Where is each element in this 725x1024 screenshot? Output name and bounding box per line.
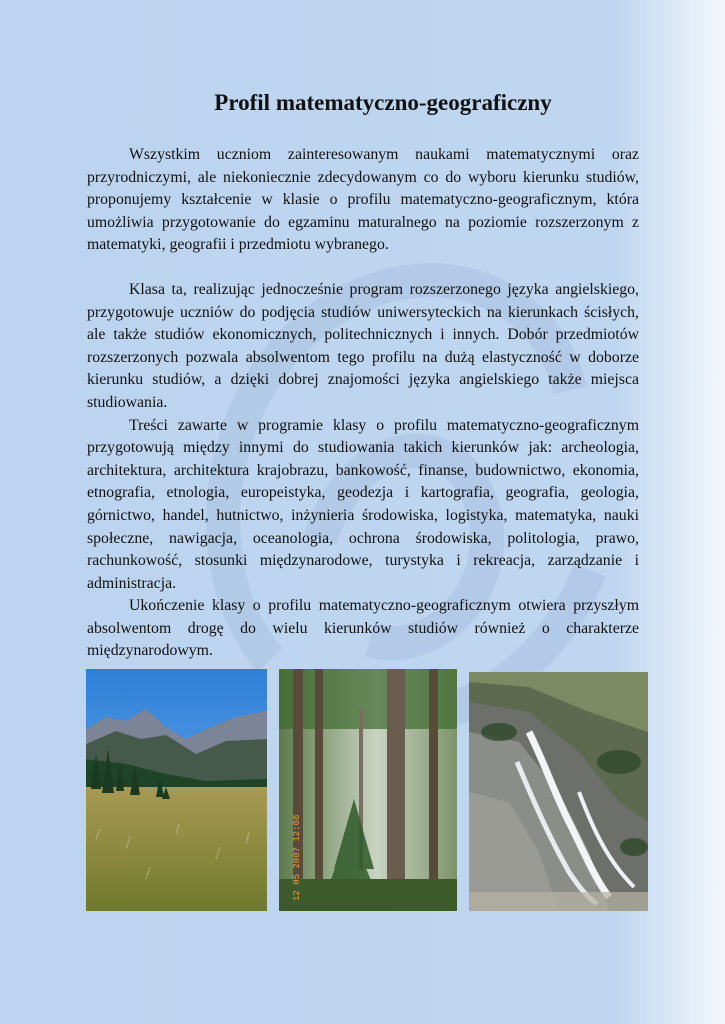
paragraph-conclusion: Ukończenie klasy o profilu matematyczno-geograficznym otwiera przyszłym absolwentom drogę do wielu kierunków studiów również o charakterze międzynarodowym. bbox=[87, 597, 639, 660]
page-title: Profil matematyczno-geograficzny bbox=[214, 90, 552, 115]
paragraph-intro: Wszystkim uczniom zainteresowanym naukami matematycznymi oraz przyrodniczymi, ale niekoniecznie zdecydowanym co do wyboru kierunku studiów, proponujemy kształcenie w klasie o profilu matematyczno-geograficznym, która umożliwia przygotowanie do egzaminu maturalnego na poziomie rozszerzonym z matematyki, geografii i przedmiotu wybranego. bbox=[87, 146, 639, 254]
mountain-meadow-photo bbox=[86, 669, 267, 911]
document-body bbox=[87, 86, 639, 663]
waterfall-photo bbox=[469, 672, 648, 911]
paragraph-class-program: Klasa ta, realizując jednocześnie program rozszerzonego języka angielskiego, przygotowuje uczniów do podjęcia studiów uniwersyteckich na kierunkach ścisłych, ale także studiów ekonomicznych, politechnicznych i innych. Dobór przedmiotów rozszerzonych pozwala absolwentom tego profilu na dużą elastyczność w doborze kierunku studiów, a dzięki dobrej znajomości języka angielskiego także miejsca studiowania. bbox=[87, 280, 639, 411]
photo-date-stamp: 12 05 2007 12:08 bbox=[292, 814, 302, 901]
paragraph-study-fields: Treści zawarte w programie klasy o profilu matematyczno-geograficznym przygotowują między innymi do studiowania takich kierunków jak: archeologia, architektura, architektura krajobrazu, bankowość, finanse, budownictwo, ekonomia, etnografia, etnologia, europeistyka, geodezja i kartografia, geografia, geologia, górnictwo, handel, hutnictwo, inżynieria środowiska, logistyka, matematyka, nauki społeczne, nawigacja, oceanologia, ochrona środowiska, politologia, prawo, rachunkowość, stosunki międzynarodowe, turystyka i rekreacja, zarządzanie i administracja. bbox=[87, 416, 639, 592]
photo-gallery bbox=[86, 669, 648, 911]
forest-photo bbox=[279, 669, 457, 911]
